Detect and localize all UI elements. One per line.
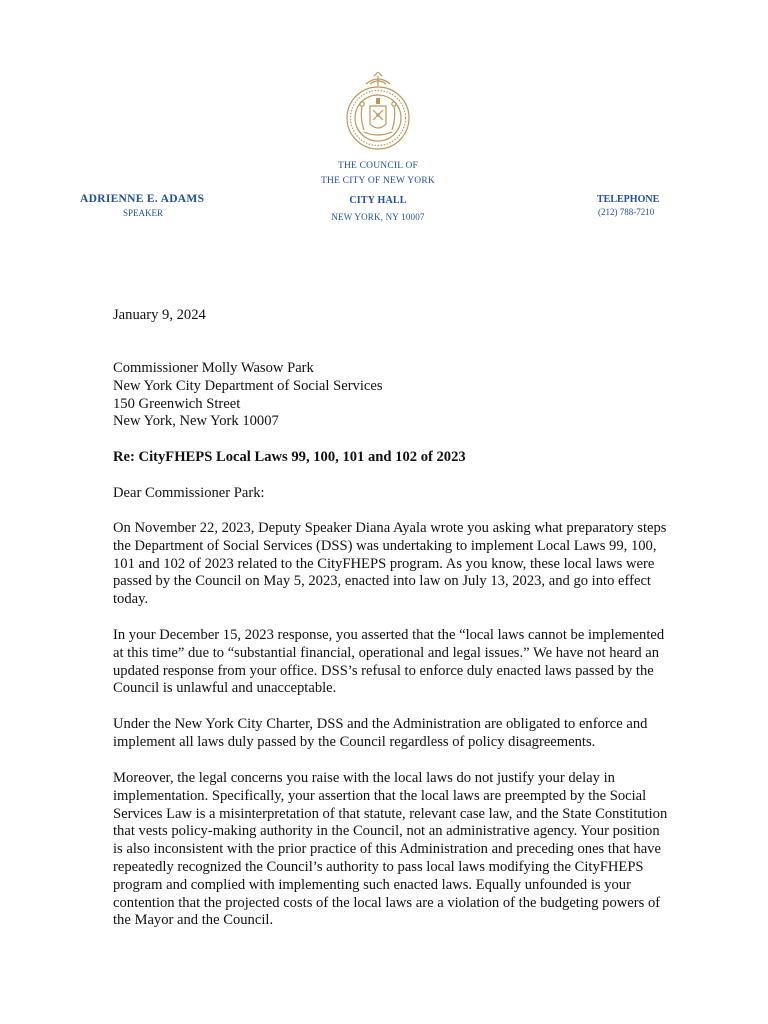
council-line-2: THE CITY OF NEW YORK (321, 176, 435, 186)
subject-line: Re: CityFHEPS Local Laws 99, 100, 101 and 102 of 2023 (113, 449, 466, 465)
recipient-city: New York, New York 10007 (113, 413, 279, 430)
body-paragraph: On November 22, 2023, Deputy Speaker Diana Ayala wrote you asking what preparatory steps the Department of Social Services (DSS) was undertaking to implement Local Laws 99, 100, 101 and 102 of 2023 related to the CityFHEPS program. As you know, these local laws were passed by the Council on May 5, 2023, enacted into law on July 13, 2023, and go into effect today. (113, 520, 667, 608)
recipient-street: 150 Greenwich Street (113, 395, 241, 412)
speaker-title: SPEAKER (123, 208, 164, 218)
recipient-name: Commissioner Molly Wasow Park (113, 360, 314, 376)
body-paragraph: Under the New York City Charter, DSS and the Administration are obligated to enforce and implement all laws duly passed by the Council regardless of policy disagreements. (113, 716, 648, 750)
body-paragraph: In your December 15, 2023 response, you asserted that the “local laws cannot be implemented at this time” due to “substantial financial, operational and legal issues.” We have not heard an updated response from your office. DSS’s refusal to enforce duly enacted laws passed by the Council is unlawful and unacceptable. (113, 627, 665, 697)
council-line-1: THE COUNCIL OF (337, 161, 419, 171)
telephone-number: (212) 788-7210 (598, 207, 655, 217)
letter-date: January 9, 2024 (113, 307, 206, 323)
city-seal-icon (344, 72, 412, 154)
salutation: Dear Commissioner Park: (113, 485, 265, 501)
recipient-organization: New York City Department of Social Services (113, 377, 383, 394)
speaker-name: ADRIENNE E. ADAMS (80, 193, 205, 205)
telephone-label: TELEPHONE (597, 194, 660, 205)
body-paragraph: Moreover, the legal concerns you raise with the local laws do not justify your delay in implementation. Specifically, your assertion that the local laws are preempted by the Social Services Law is a misinterpretation of that statute, relevant case law, and the State Constitution that vests policy-making authority in the Council, not an administrative agency. Your position is also inconsistent with the prior practice of this Administration and preceding ones that have repeatedly recognized the Council’s authority to pass local laws modifying the CityFHEPS program and complied with implementing such enacted laws. Equally unfounded is your contention that the projected costs of the local laws are a violation of the budgeting powers of the Mayor and the Council. (113, 770, 668, 929)
building-name: CITY HALL (349, 195, 407, 206)
city-address: NEW YORK, NY 10007 (331, 212, 425, 222)
recipient-address (113, 360, 673, 431)
